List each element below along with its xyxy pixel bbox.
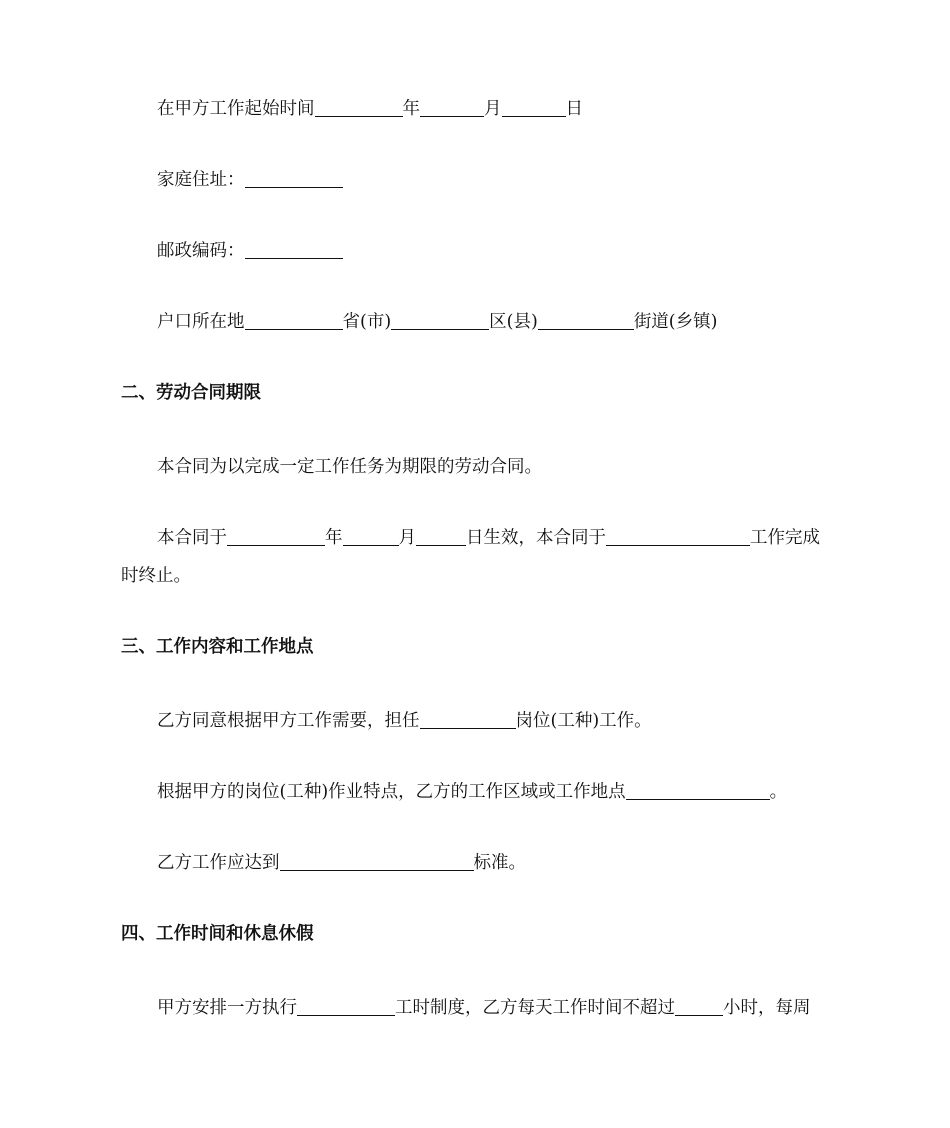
contract-type-paragraph: 本合同为以完成一定工作任务为期限的劳动合同。 [157,457,542,477]
work-standard-label: 乙方工作应达到 [157,853,280,873]
home-address-blank[interactable] [245,169,343,188]
hour-system-blank[interactable] [297,997,395,1016]
province-label: 省(市) [342,312,392,332]
day-label: 日 [565,99,583,119]
work-standard-suffix: 标准。 [473,853,526,873]
weekly-label: 小时，每周 [723,998,811,1018]
effective-day-blank[interactable] [416,527,466,546]
termination-continuation: 时终止。 [121,566,191,586]
month-label: 月 [484,99,502,119]
daily-hours-label: 工时制度，乙方每天工作时间不超过 [395,998,675,1018]
effective-month-label: 月 [398,528,416,548]
work-location-label: 根据甲方的岗位(工种)作业特点，乙方的工作区域或工作地点 [157,782,626,802]
position-blank[interactable] [420,710,516,729]
province-blank[interactable] [245,311,343,330]
position-label: 乙方同意根据甲方工作需要，担任 [157,711,420,731]
month-blank[interactable] [420,98,484,117]
year-blank[interactable] [315,98,403,117]
street-label: 街道(乡镇) [633,312,718,332]
work-location-line [157,780,787,804]
work-standard-blank[interactable] [280,852,474,871]
effective-day-label: 日生效，本合同于 [466,528,606,548]
position-line [157,709,652,733]
start-date-line [157,97,583,121]
effective-date-line [157,526,820,550]
postal-code-label: 邮政编码： [157,241,245,261]
section-heading-work-content: 三、工作内容和工作地点 [121,637,314,657]
section-heading-contract-term: 二、劳动合同期限 [121,383,261,403]
home-address-line [157,168,343,192]
work-location-blank[interactable] [626,781,770,800]
effective-year-blank[interactable] [227,527,325,546]
completion-label: 工作完成 [750,528,820,548]
district-label: 区(县) [489,312,538,332]
work-standard-line [157,851,526,875]
day-blank[interactable] [502,98,566,117]
postal-code-line [157,239,343,263]
working-hours-label: 甲方安排一方执行 [157,998,297,1018]
completion-work-blank[interactable] [606,527,750,546]
street-blank[interactable] [538,311,634,330]
work-location-period: 。 [769,782,788,802]
working-hours-line [157,996,811,1020]
daily-hours-blank[interactable] [675,997,723,1016]
year-label: 年 [402,99,420,119]
district-blank[interactable] [391,311,489,330]
effective-month-blank[interactable] [343,527,399,546]
effective-label: 本合同于 [157,528,227,548]
position-suffix: 岗位(工种)工作。 [515,711,652,731]
section-heading-working-hours: 四、工作时间和休息休假 [121,924,314,944]
household-label: 户口所在地 [157,312,245,332]
household-registration-line [157,310,717,334]
postal-code-blank[interactable] [245,240,343,259]
home-address-label: 家庭住址： [157,170,245,190]
effective-year-label: 年 [325,528,343,548]
start-date-label: 在甲方工作起始时间 [157,99,315,119]
